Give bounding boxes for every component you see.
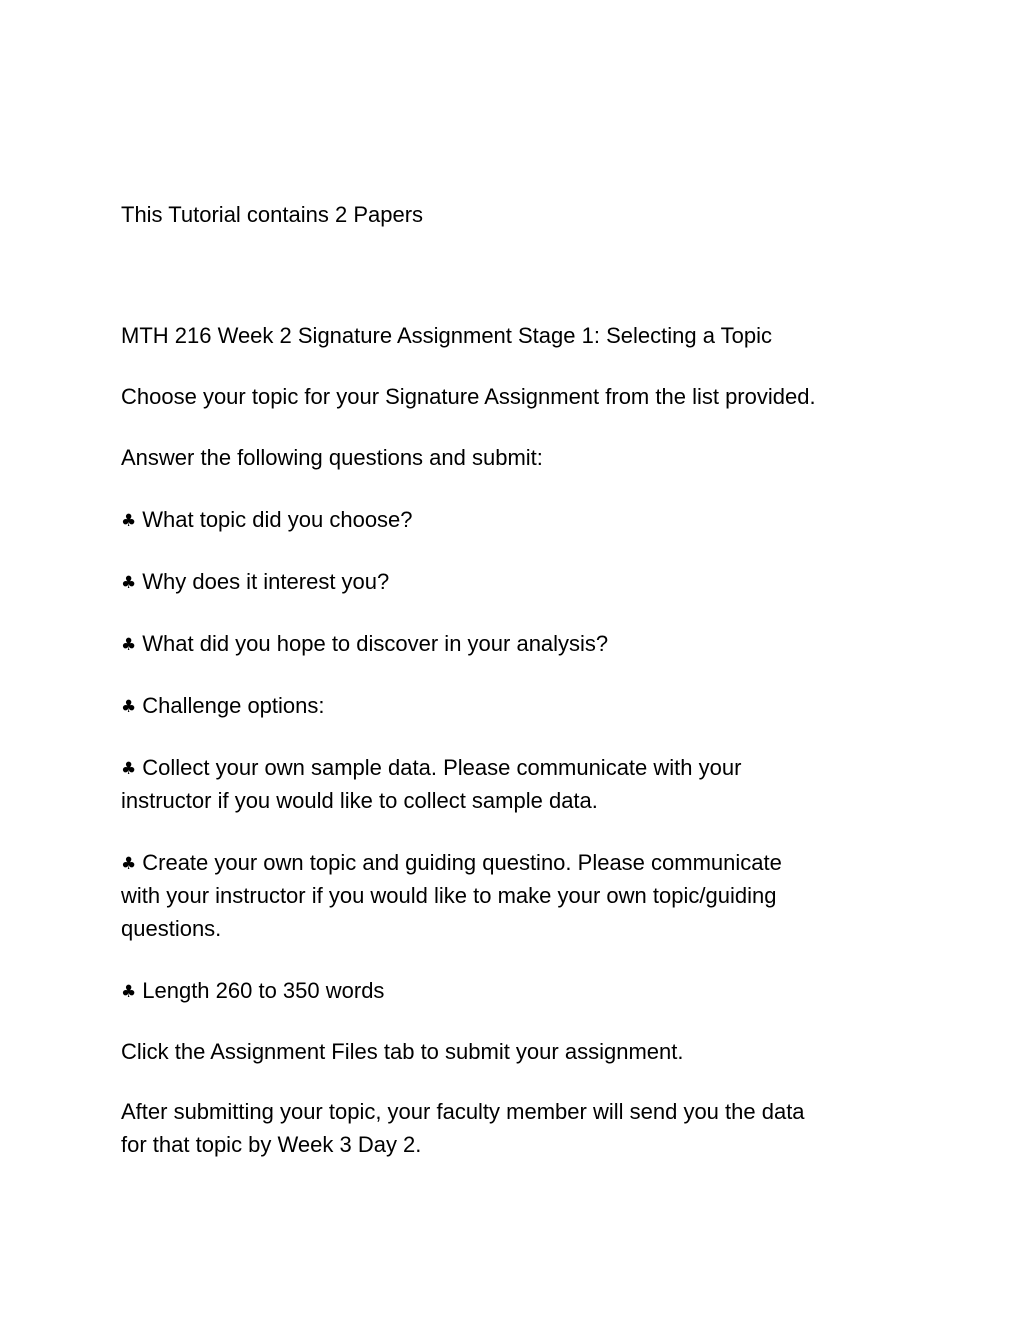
club-bullet-icon: ♣ [121,511,137,531]
bullet-item-interest [121,565,921,600]
bullet-item-length [121,974,921,1009]
bullet-text: Collect your own sample data. Please communicate with your [142,755,742,780]
intro-text: This Tutorial contains 2 Papers [121,202,424,227]
bullet-item-discover [121,627,921,662]
bullet-text: Challenge options: [142,693,325,718]
club-bullet-icon: ♣ [121,854,137,874]
bullet-text: What topic did you choose? [142,507,413,532]
bullet-text: What did you hope to discover in your analysis? [142,631,609,656]
bullet-text: Length 260 to 350 words [142,978,385,1003]
bullet-text: Create your own topic and guiding questino. Please communicate [142,850,782,875]
bullet-item-topic [121,503,921,538]
after-submitting-text: After submitting your topic, your faculty member will send you the data [121,1099,805,1124]
club-bullet-icon: ♣ [121,635,137,655]
answer-questions-text: Answer the following questions and submit: [121,445,543,470]
bullet-item-create-topic [121,846,921,881]
bullet-item-challenge [121,689,921,724]
bullet-item-collect-data [121,751,921,786]
assignment-title: MTH 216 Week 2 Signature Assignment Stage 1: Selecting a Topic [121,323,772,348]
club-bullet-icon: ♣ [121,573,137,593]
club-bullet-icon: ♣ [121,982,137,1002]
click-assignment-files-text: Click the Assignment Files tab to submit your assignment. [121,1039,684,1064]
after-submitting-continuation: for that topic by Week 3 Day 2. [121,1132,422,1157]
club-bullet-icon: ♣ [121,759,137,779]
bullet-continuation-text: instructor if you would like to collect sample data. [121,788,598,813]
choose-topic-text: Choose your topic for your Signature Assignment from the list provided. [121,384,816,409]
club-bullet-icon: ♣ [121,697,137,717]
bullet-text: Why does it interest you? [142,569,390,594]
bullet-continuation-text: with your instructor if you would like to make your own topic/guiding [121,883,777,908]
bullet-continuation-text: questions. [121,916,222,941]
